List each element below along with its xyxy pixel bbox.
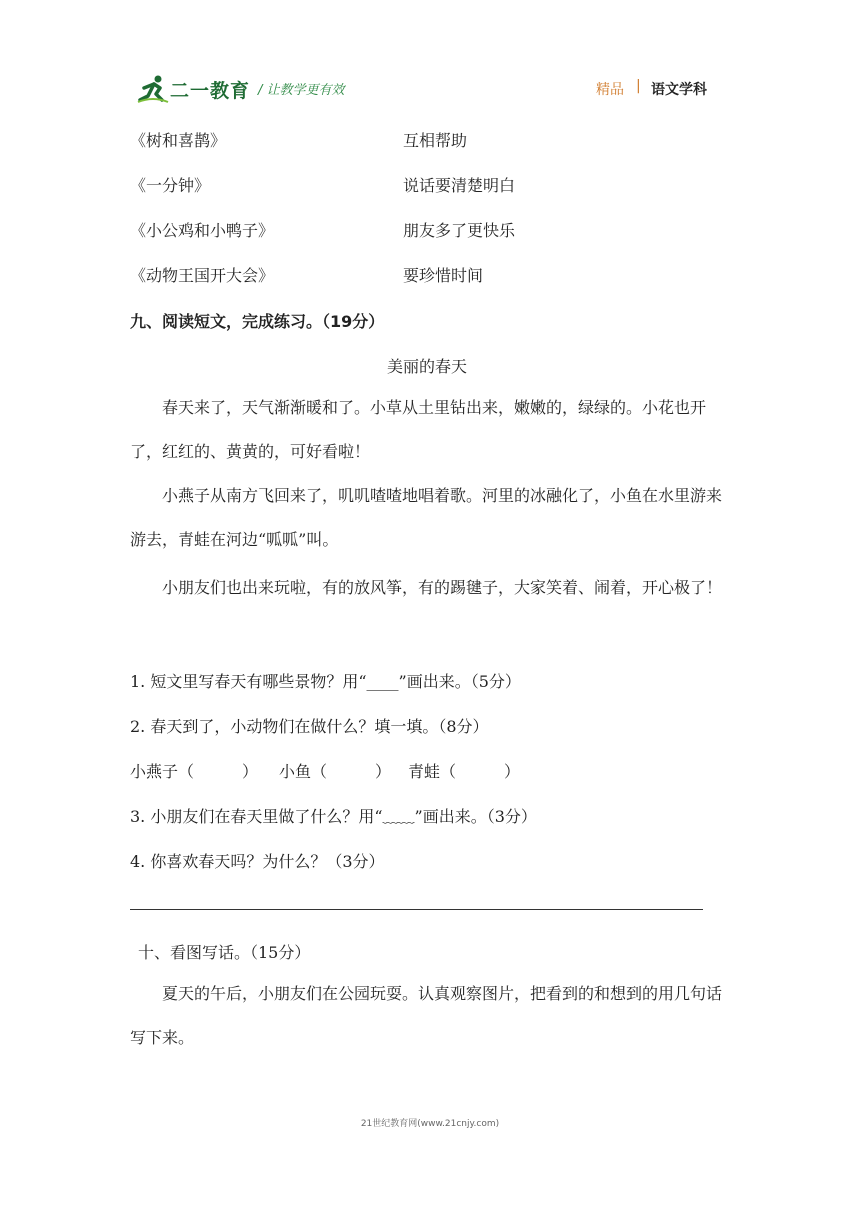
question-2: 2. 春天到了，小动物们在做什么？填一填。（8分） [130, 717, 489, 736]
logo-text: 二一教育 [170, 80, 251, 102]
section10-text: 夏天的午后，小朋友们在公园玩耍。认真观察图片，把看到的和想到的用几句话写下来。 [130, 984, 723, 1047]
section10-heading: 十、看图写话。（15分） [138, 943, 311, 962]
match-right-3: 朋友多了更快乐 [403, 221, 516, 240]
match-right-2: 说话要清楚明白 [403, 176, 516, 195]
section9-heading: 九、阅读短文，完成练习。（19分） [130, 312, 385, 331]
footer: 21世纪教育网(www.21cnjy.com) [360, 1119, 500, 1129]
passage-paragraph-2: 小燕子从南方飞回来了，叽叽喳喳地唱着歌。河里的冰融化了，小鱼在水里游来游去，青蛙在河边“呱呱”叫。 [130, 486, 723, 549]
fill-frog: 青蛙（ ） [408, 762, 521, 781]
runner-logo-icon [136, 74, 170, 104]
question-1: 1. 短文里写春天有哪些景物？用“____”画出来。（5分） [130, 672, 521, 691]
match-left-3: 《小公鸡和小鸭子》 [130, 221, 275, 240]
header-separator: | [636, 78, 641, 94]
fill-swallow: 小燕子（ ） [130, 762, 259, 781]
question-4: 4. 你喜欢春天吗？为什么？（3分） [130, 852, 385, 871]
passage-title: 美丽的春天 [387, 357, 468, 376]
premium-label: 精品 [596, 82, 624, 98]
answer-line [130, 909, 703, 910]
question-3: 3. 小朋友们在春天里做了什么？用“﹏﹏”画出来。（3分） [130, 807, 537, 826]
match-left-4: 《动物王国开大会》 [130, 266, 275, 285]
match-right-1: 互相帮助 [403, 131, 468, 150]
match-left-1: 《树和喜鹊》 [130, 131, 227, 150]
match-left-2: 《一分钟》 [130, 176, 211, 195]
subject-label: 语文学科 [651, 82, 707, 98]
fill-fish: 小鱼（ ） [279, 762, 392, 781]
passage-paragraph-1: 春天来了，天气渐渐暖和了。小草从土里钻出来，嫩嫩的，绿绿的。小花也开了，红红的、黄黄的，可好看啦！ [130, 398, 707, 461]
slogan: / 让教学更有效 [258, 83, 345, 98]
logo [136, 74, 251, 104]
passage-paragraph-3: 小朋友们也出来玩啦，有的放风筝，有的踢毽子，大家笑着、闹着，开心极了！ [162, 578, 723, 597]
match-right-4: 要珍惜时间 [403, 266, 484, 285]
